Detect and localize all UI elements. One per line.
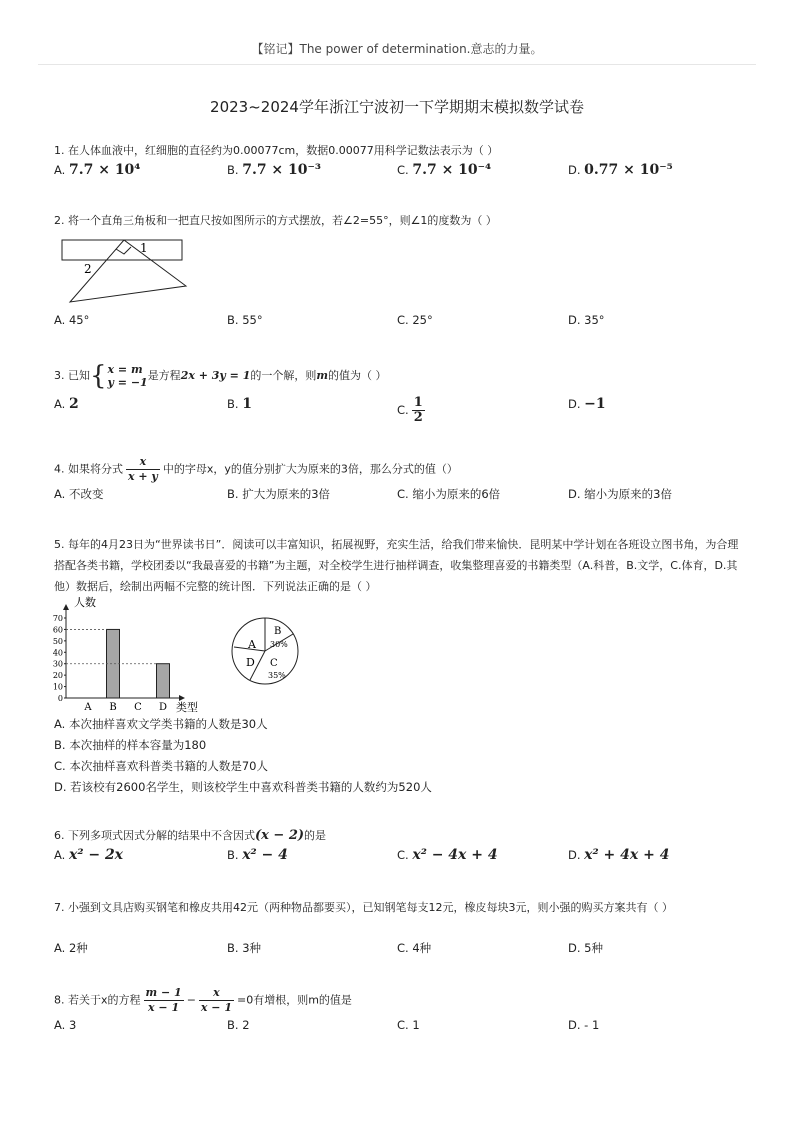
x-category-label: D (158, 702, 168, 713)
pie-percent-c: 35% (268, 671, 286, 680)
pie-label-a: A (248, 638, 256, 651)
question-2-stem: 2. 将一个直角三角板和一把直尺按如图所示的方式摆放，若∠2=55°，则∠1的度数为（ ） (54, 214, 497, 227)
question-1-options (54, 162, 744, 184)
q7-option-c[interactable]: C. 4种 (397, 941, 432, 955)
question-4-options (54, 486, 744, 508)
x-category-label: A (84, 702, 92, 713)
q1-option-a[interactable]: A. 7.7 × 10⁴ (54, 162, 141, 178)
bar-chart-ticks (53, 614, 66, 703)
bar-B (107, 629, 120, 698)
q5-option-d[interactable]: D. 若该校有2600名学生，则该校学生中喜欢科普类书籍的人数约为520人 (54, 780, 432, 794)
pie-percent-b: 30% (270, 640, 288, 649)
y-tick-label: 10 (52, 682, 63, 692)
bar-chart-ylabel: 人数 (74, 596, 96, 609)
header-divider (38, 64, 756, 65)
q3-option-c[interactable]: C. $\frac{1}{2}$ (397, 395, 423, 425)
y-tick-label: 50 (52, 636, 63, 646)
bar-chart-xlabel: 类型 (176, 701, 198, 714)
y-tick-label: 40 (52, 648, 63, 658)
y-tick-label: 0 (57, 694, 63, 703)
q4-option-d[interactable]: D. 缩小为原来的3倍 (568, 487, 672, 501)
q8-option-a[interactable]: A. 3 (54, 1018, 77, 1032)
q3-option-d[interactable]: D. −1 (568, 396, 606, 412)
q8-option-c[interactable]: C. 1 (397, 1018, 420, 1032)
q5-option-c[interactable]: C. 本次抽样喜欢科普类书籍的人数是70人 (54, 759, 268, 773)
pie-label-b: B (274, 626, 282, 637)
question-2-options (54, 313, 744, 335)
system-brace: { (90, 361, 107, 391)
fraction-x-over-x-plus-y: $\frac{x}{x + y}$ (128, 455, 158, 483)
q6-option-a[interactable]: A. x² − 2x (54, 847, 124, 863)
q4-option-b[interactable]: B. 扩大为原来的3倍 (227, 487, 331, 501)
q1-option-d[interactable]: D. 0.77 × 10⁻⁵ (568, 162, 673, 178)
question-7-stem: 7. 小强到文具店购买钢笔和橡皮共用42元（两种物品都要买），已知钢笔每支12元，橡皮每块3元，则小强的购买方案共有（ ） (54, 901, 673, 914)
fraction-x-over-x-minus-1: $\frac{x}{x - 1}$ (200, 986, 232, 1014)
question-5-stem: 5. 每年的4月23日为“世界读书日”．阅读可以丰富知识，拓展视野，充实生活，给我们带来愉快．昆明某中学计划在各班设立图书角，为合理搭配各类书籍，学校团委以“我最喜爱的书籍”为主题，对全校学生进行抽样调查，收集整理喜爱的书籍类型（A.科普，B.文学，C.体育，D.其他）数据后，绘制出两幅不完整的统计图．下列说法正确的是（ ） (54, 538, 739, 593)
question-5-options (54, 714, 432, 798)
angle-1-label: 1 (140, 241, 148, 255)
y-tick-label: 60 (52, 625, 63, 635)
fraction-m-minus-1: $\frac{m - 1}{x - 1}$ (145, 986, 182, 1014)
q1-option-b[interactable]: B. 7.7 × 10⁻³ (227, 162, 322, 178)
x-category-label: B (109, 702, 117, 713)
q8-option-b[interactable]: B. 2 (227, 1018, 250, 1032)
q5-pie-chart (230, 614, 300, 688)
q6-option-c[interactable]: C. x² − 4x + 4 (397, 847, 498, 863)
question-8-options (54, 1018, 744, 1040)
question-3-stem: 3. 已知{ x = m y = −1 是方程2x + 3y = 1的一个解，则m的值为（ ） (54, 361, 387, 391)
q2-option-c[interactable]: C. 25° (397, 313, 433, 327)
q2-ruler-triangle-figure (54, 236, 194, 308)
q2-option-d[interactable]: D. 35° (568, 313, 605, 327)
q5-bar-chart (54, 596, 204, 716)
y-axis-arrow (63, 604, 69, 610)
pie-label-d: D (246, 656, 255, 669)
q7-option-a[interactable]: A. 2种 (54, 941, 88, 955)
bar-chart-bars (66, 629, 170, 698)
bar-chart-categories (83, 702, 167, 713)
q6-option-b[interactable]: B. x² − 4 (227, 847, 288, 863)
q7-option-d[interactable]: D. 5种 (568, 941, 603, 955)
y-tick-label: 30 (52, 659, 63, 669)
x-category-label: C (134, 702, 142, 713)
y-tick-label: 70 (52, 614, 63, 623)
exam-title: 2023~2024学年浙江宁波初一下学期期末模拟数学试卷 (210, 98, 584, 116)
angle-2-label: 2 (84, 262, 92, 276)
q4-option-a[interactable]: A. 不改变 (54, 487, 104, 501)
right-angle-mark (116, 247, 131, 254)
q3-option-b[interactable]: B. 1 (227, 396, 252, 412)
bar-D (157, 664, 170, 698)
question-6-stem: 6. 下列多项式因式分解的结果中不含因式(x − 2)的是 (54, 828, 327, 843)
fraction-one-half: $\frac{1}{2}$ (413, 395, 423, 425)
q6-option-d[interactable]: D. x² + 4x + 4 (568, 847, 670, 863)
question-6-options (54, 847, 744, 869)
y-tick-label: 20 (52, 671, 63, 681)
q7-option-b[interactable]: B. 3种 (227, 941, 262, 955)
page-header: 【铭记】The power of determination.意志的力量。 (251, 42, 543, 56)
q5-option-b[interactable]: B. 本次抽样的样本容量为180 (54, 738, 207, 752)
q2-option-b[interactable]: B. 55° (227, 313, 263, 327)
question-3-options (54, 396, 744, 430)
q1-option-c[interactable]: C. 7.7 × 10⁻⁴ (397, 162, 492, 178)
q5-option-a[interactable]: A. 本次抽样喜欢文学类书籍的人数是30人 (54, 717, 268, 731)
q4-option-c[interactable]: C. 缩小为原来的6倍 (397, 487, 501, 501)
question-8-stem: 8. 若关于x的方程 $\frac{m - 1}{x - 1}$ − $\frac{x}{x - 1}$ =0有增根，则m的值是 (54, 986, 352, 1014)
question-1-stem: 1. 在人体血液中，红细胞的直径约为0.00077cm，数据0.00077用科学记数法表示为（ ） (54, 144, 499, 157)
q2-option-a[interactable]: A. 45° (54, 313, 90, 327)
pie-label-c: C (270, 658, 278, 669)
question-7-options (54, 940, 744, 962)
question-4-stem: 4. 如果将分式 $\frac{x}{x + y}$ 中的字母x，y的值分别扩大为原来的3倍，那么分式的值（） (54, 455, 458, 483)
q3-option-a[interactable]: A. 2 (54, 396, 79, 412)
equation-system: x = m y = −1 (107, 363, 148, 389)
q8-option-d[interactable]: D. - 1 (568, 1018, 600, 1032)
